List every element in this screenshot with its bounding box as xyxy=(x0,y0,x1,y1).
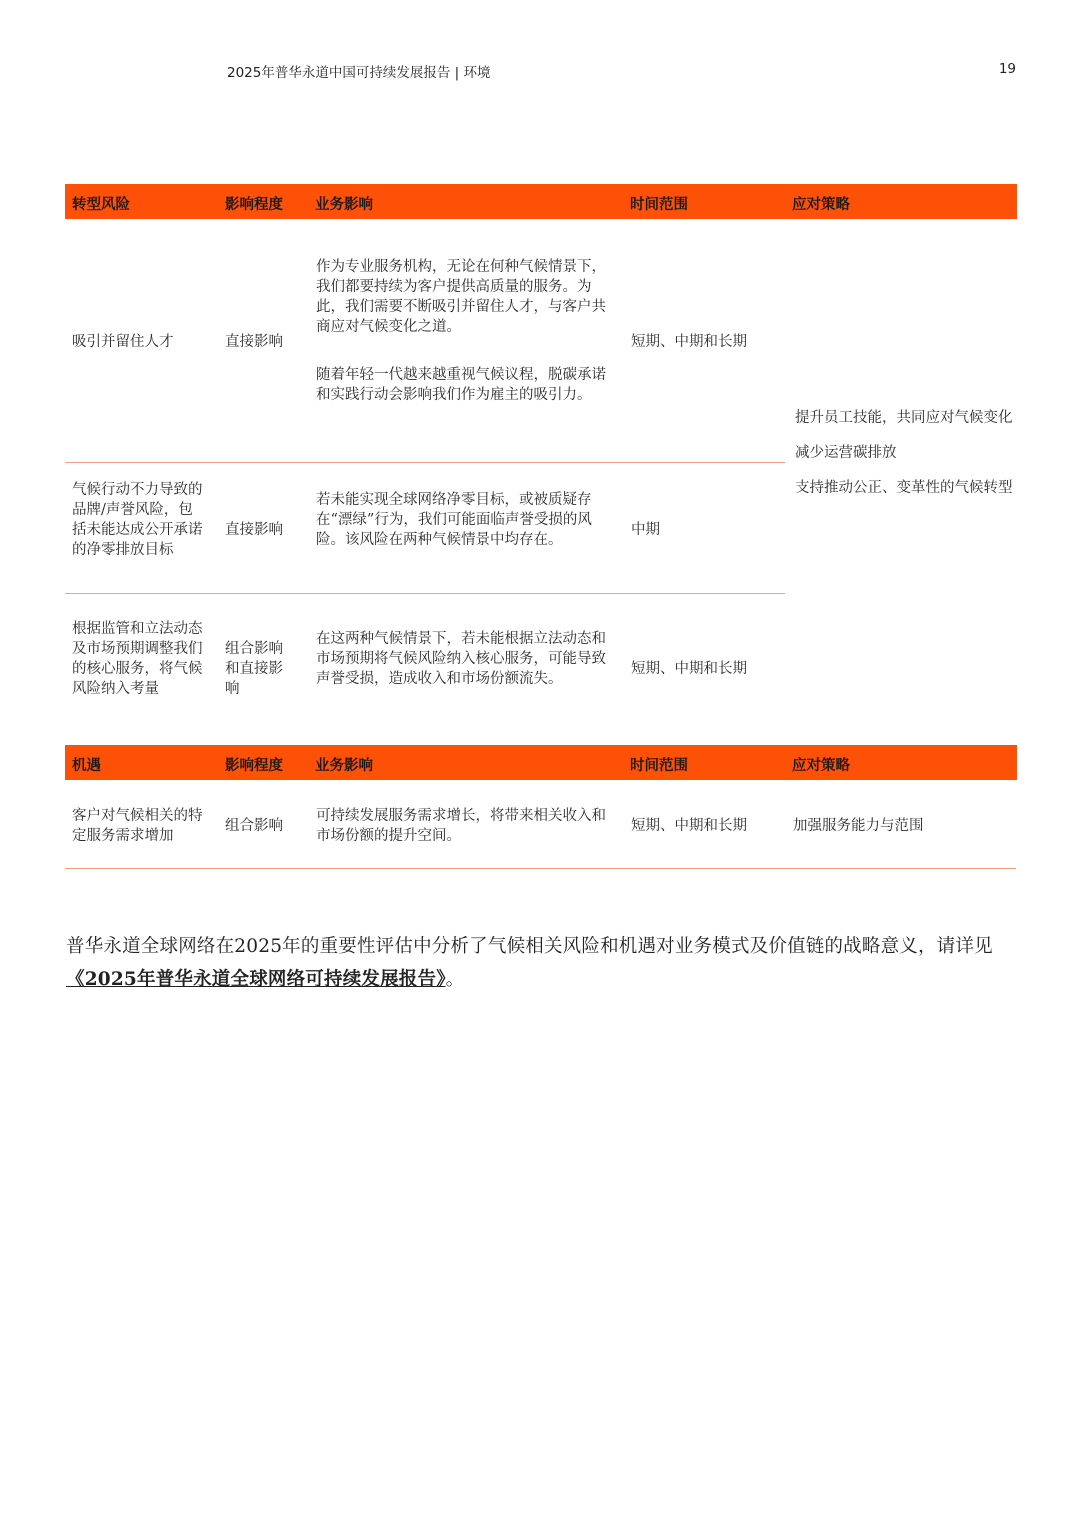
opp-header-business: 业务影响 xyxy=(315,758,373,774)
risk-row-1-business xyxy=(316,257,613,405)
risk-row-3-timeframe: 短期、中期和长期 xyxy=(631,661,747,677)
opp-header-opportunity: 机遇 xyxy=(72,758,101,774)
opportunity-table-header xyxy=(65,745,1017,780)
footer-paragraph xyxy=(66,930,1021,996)
risk-header-timeframe: 时间范围 xyxy=(630,197,688,213)
sustainability-report-link[interactable]: 《2025年普华永道全球网络可持续发展报告》 xyxy=(66,969,446,990)
risk-row-2-impact: 直接影响 xyxy=(225,522,283,538)
risk-row-1-business-p2: 随着年轻一代越来越重视气候议程，脱碳承诺和实践行动会影响我们作为雇主的吸引力。 xyxy=(316,367,606,403)
opp-row-strategy: 加强服务能力与范围 xyxy=(793,818,924,834)
strategy-item: 支持推动公正、变革性的气候转型 xyxy=(795,480,1013,496)
opp-header-impact: 影响程度 xyxy=(225,758,283,774)
risk-row-3-risk: 根据监管和立法动态及市场预期调整我们的核心服务，将气候风险纳入考量 xyxy=(72,621,203,697)
page-number: 19 xyxy=(998,61,1016,77)
risk-strategies xyxy=(795,408,1020,498)
row-divider xyxy=(65,462,785,463)
table-bottom-divider xyxy=(65,868,1016,869)
risk-row-1-impact: 直接影响 xyxy=(225,334,283,350)
opp-row-opportunity: 客户对气候相关的特定服务需求增加 xyxy=(72,808,203,844)
risk-header-risk: 转型风险 xyxy=(72,197,130,213)
risk-row-2-timeframe: 中期 xyxy=(631,522,660,538)
strategy-item: 提升员工技能，共同应对气候变化 xyxy=(795,410,1013,426)
risk-row-3-impact: 组合影响和直接影响 xyxy=(225,641,283,697)
risk-table-header xyxy=(65,184,1017,219)
report-header-title: 2025年普华永道中国可持续发展报告 | 环境 xyxy=(227,65,491,81)
risk-row-2-business: 若未能实现全球网络净零目标，或被质疑存在“漂绿”行为，我们可能面临声誉受损的风险。该风险在两种气候情景中均存在。 xyxy=(316,492,592,548)
opp-header-timeframe: 时间范围 xyxy=(630,758,688,774)
paragraph-text: 普华永道全球网络在2025年的重要性评估中分析了气候相关风险和机遇对业务模式及价值链的战略意义，请详见 xyxy=(66,936,993,957)
risk-row-3-business: 在这两种气候情景下，若未能根据立法动态和市场预期将气候风险纳入核心服务，可能导致声誉受损，造成收入和市场份额流失。 xyxy=(316,631,606,687)
opp-row-impact: 组合影响 xyxy=(225,818,283,834)
row-divider xyxy=(65,593,785,594)
risk-row-1-business-p1: 作为专业服务机构，无论在何种气候情景下，我们都要持续为客户提供高质量的服务。为此，我们需要不断吸引并留住人才，与客户共商应对气候变化之道。 xyxy=(316,259,606,335)
risk-header-impact: 影响程度 xyxy=(225,197,283,213)
risk-row-1-risk: 吸引并留住人才 xyxy=(72,334,174,350)
risk-header-strategy: 应对策略 xyxy=(792,197,850,213)
risk-row-1-timeframe: 短期、中期和长期 xyxy=(631,334,747,350)
strategy-item: 减少运营碳排放 xyxy=(795,445,897,461)
paragraph-end: 。 xyxy=(445,969,465,990)
opp-row-timeframe: 短期、中期和长期 xyxy=(631,818,747,834)
opp-header-strategy: 应对策略 xyxy=(792,758,850,774)
opp-row-business: 可持续发展服务需求增长，将带来相关收入和市场份额的提升空间。 xyxy=(316,808,606,844)
risk-header-business: 业务影响 xyxy=(315,197,373,213)
risk-row-2-risk: 气候行动不力导致的品牌/声誉风险，包括未能达成公开承诺的净零排放目标 xyxy=(72,482,203,558)
